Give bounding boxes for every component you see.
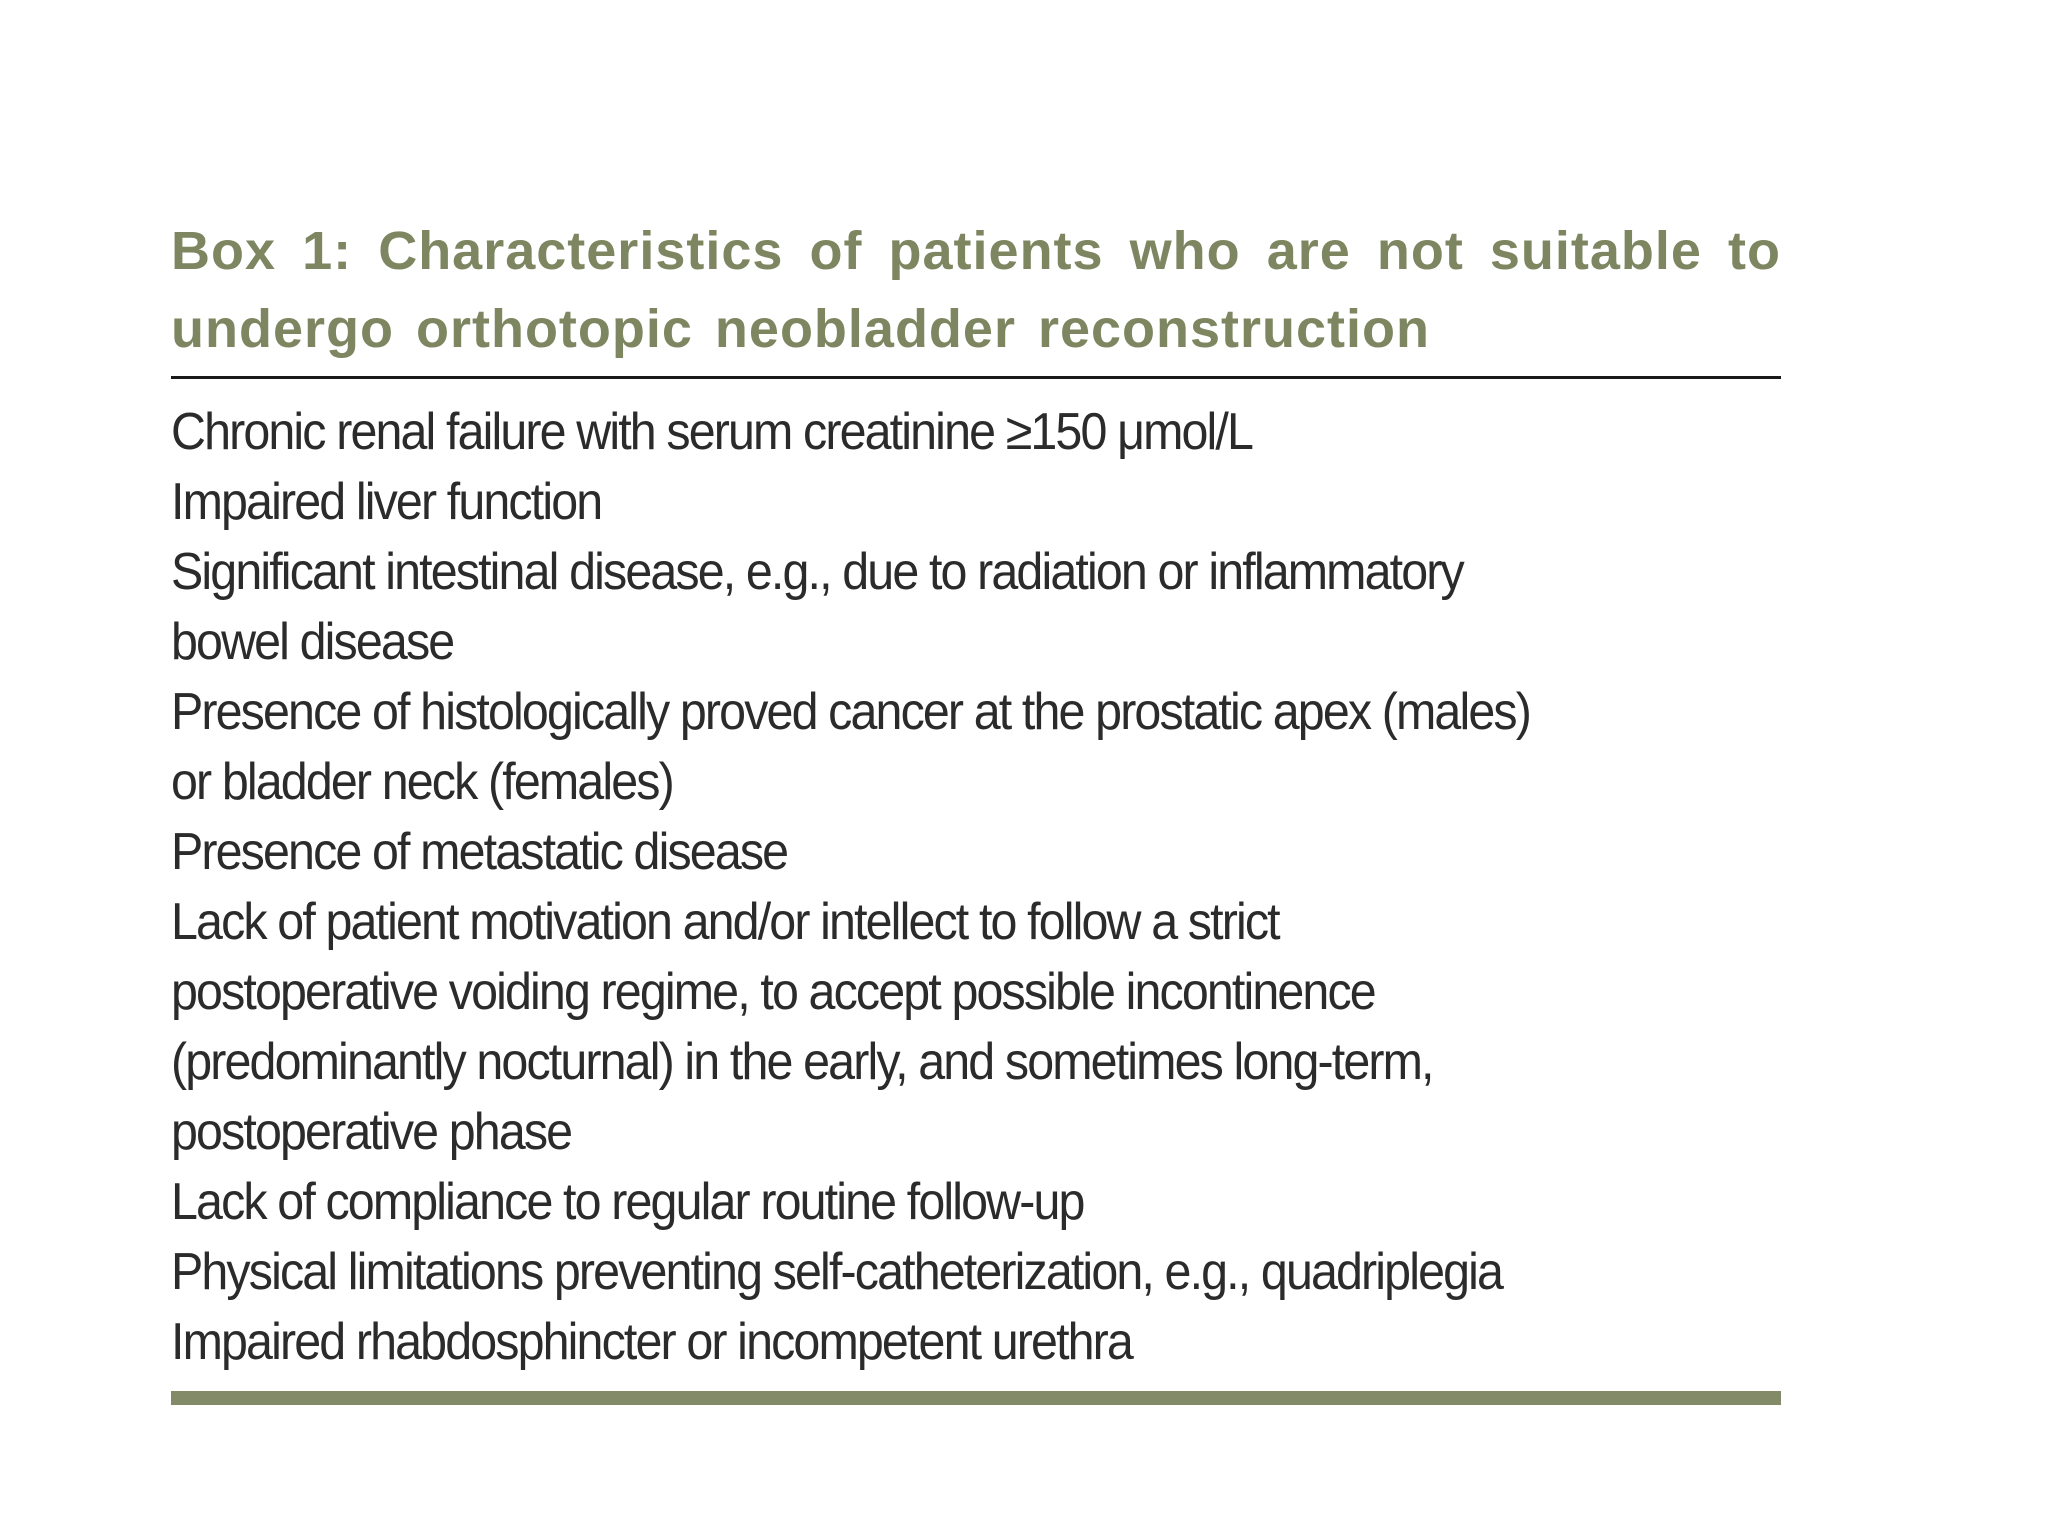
list-item	[171, 817, 1668, 887]
list-item-line: (predominantly nocturnal) in the early, and sometimes long-term,	[171, 1033, 1433, 1091]
list-item-line: Physical limitations preventing self-catheterization, e.g., quadriplegia	[171, 1243, 1503, 1301]
list-item	[171, 677, 1668, 817]
criteria-list	[171, 379, 1781, 1389]
list-item-line: Presence of metastatic disease	[171, 823, 788, 881]
box-title: Box 1: Characteristics of patients who are not suitable to undergo orthotopic neobladder reconstruction	[171, 221, 1781, 359]
list-item-line: postoperative phase	[171, 1103, 572, 1161]
list-item-line: postoperative voiding regime, to accept possible incontinence	[171, 963, 1375, 1021]
list-item-line: Impaired rhabdosphincter or incompetent urethra	[171, 1313, 1132, 1371]
list-item	[171, 537, 1668, 677]
list-item	[171, 887, 1668, 1167]
list-item-line: bowel disease	[171, 613, 454, 671]
list-item	[171, 1307, 1668, 1377]
list-item-line: Impaired liver function	[171, 473, 602, 531]
list-item-line: Chronic renal failure with serum creatinine ≥150 μmol/L	[171, 403, 1253, 461]
list-item-line: Presence of histologically proved cancer at the prostatic apex (males)	[171, 683, 1530, 741]
list-item-line: Significant intestinal disease, e.g., due to radiation or inflammatory	[171, 543, 1463, 601]
bottom-divider	[171, 1391, 1781, 1405]
list-item-line: Lack of patient motivation and/or intellect to follow a strict	[171, 893, 1279, 951]
info-box	[171, 212, 1781, 1405]
list-item	[171, 397, 1668, 467]
list-item	[171, 1237, 1668, 1307]
list-item-line: or bladder neck (females)	[171, 753, 673, 811]
list-item-line: Lack of compliance to regular routine follow-up	[171, 1173, 1084, 1231]
list-item	[171, 467, 1668, 537]
list-item	[171, 1167, 1668, 1237]
